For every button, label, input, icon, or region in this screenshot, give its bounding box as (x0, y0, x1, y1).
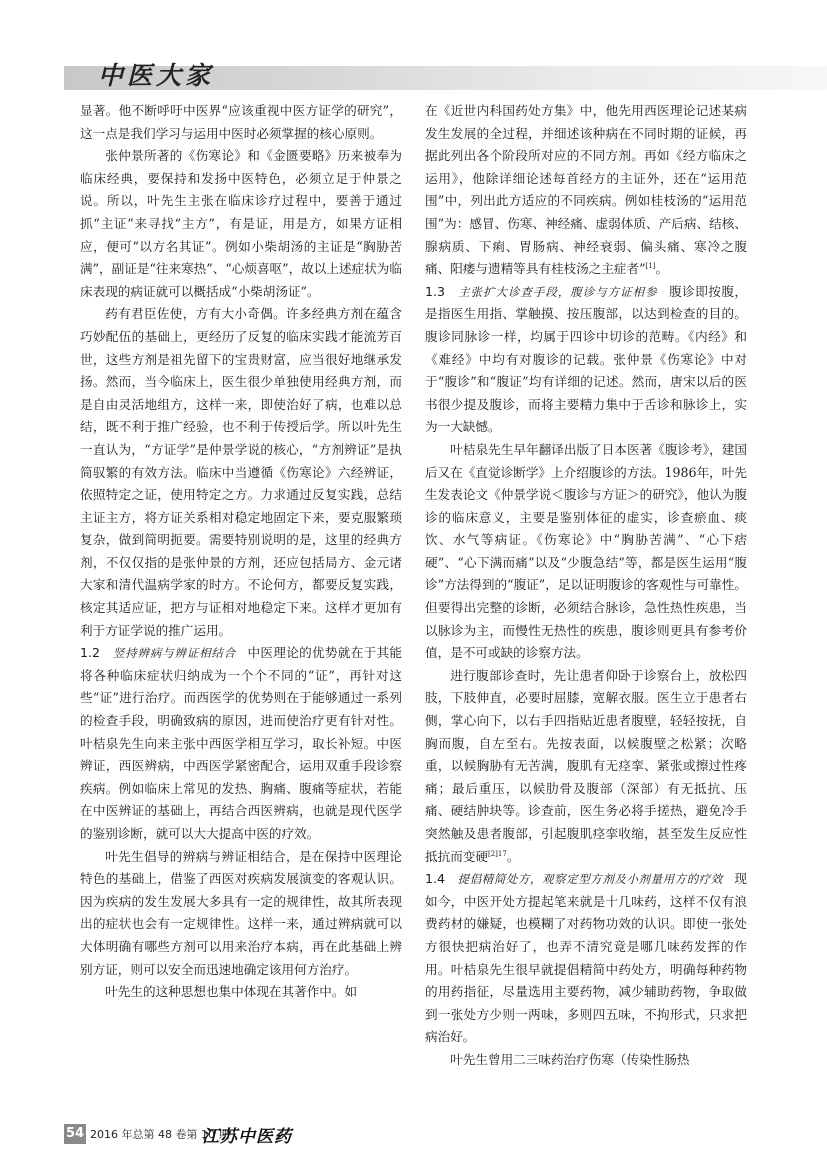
right-column (425, 100, 747, 1072)
paragraph-text: 叶先生倡导的辨病与辨证相结合，是在保持中医理论特色的基础上，借鉴了西医对疾病发展演变的客观认识。因为疾病的发生发展大多具有一定的规律性，故其所表现出的症状也会有一定规律性。这样一来，通过辨病就可以大体明确有哪些方剂可以用来治疗本病，再在此基础上辨别方证，则可以安全而迅速地确定该用何方治疗。 (80, 848, 402, 977)
section-paragraph-1-4 (425, 868, 747, 1049)
section-number: 1.4 (425, 871, 446, 887)
left-column (80, 100, 402, 1004)
section-paragraph-1-3 (425, 281, 747, 439)
paragraph-text: 在《近世内科国药处方集》中，他先用西医理论记述某病发生发展的全过程，并细述该种病在不同时期的证候，再据此列出各个阶段所对应的不同方剂。再如《经方临床之运用》，他除详细论述每首经方的主证外，还在“运用范围”中，列出此方适应的不同疾病。例如桂枝汤的“运用范围”为：感冒、伤寒、神经痛、虚弱体质、产后病、结核、腺病质、下痢、胃肠病、神经衰弱、偏头痛、寒冷之腹痛、阳痿与遗精等具有桂枝汤之主症者” (425, 103, 747, 277)
body-paragraph (80, 303, 402, 642)
section-number: 1.3 (425, 283, 446, 299)
paragraph-end: 。 (506, 848, 520, 864)
paragraph-text: 叶先生曾用二三味药治疗伤寒（传染性肠热 (450, 1051, 690, 1067)
citation-marker: [2]17 (487, 849, 507, 858)
body-paragraph (425, 100, 747, 281)
body-paragraph (425, 439, 747, 665)
body-paragraph (425, 665, 747, 868)
page-number: 54 (64, 1124, 86, 1144)
paragraph-end: 。 (655, 261, 669, 277)
section-text: 中医理论的优势就在于其能将各种临床症状归纳成为一个个不同的“证”，再针对这些“证”进行治疗。而西医学的优势则在于能够通过一系列的检查手段，明确致病的原因，进而使治疗更有针对性。叶桔泉先生向来主张中西医学相互学习，取长补短。中医辨证，西医辨病，中西医学紧密配合，运用双重手段诊察疾病。例如临床上常见的发热、胸痛、腹痛等症状，若能在中医辨证的基础上，再结合西医辨病，也就是现代医学的鉴别诊断，就可以大大提高中医的疗效。 (80, 645, 403, 841)
section-number: 1.2 (80, 645, 101, 661)
section-text: 腹诊即按腹，是指医生用指、掌触摸、按压腹部，以达到检查的目的。腹诊同脉诊一样，均属于四诊中切诊的范畴。《内经》和《难经》中均有对腹诊的记载。张仲景《伤寒论》中对于“腹诊”和“腹证”均有详细的记述。然而，唐宋以后的医书很少提及腹诊，而将主要精力集中于舌诊和脉诊上，实为一大缺憾。 (425, 283, 747, 435)
paragraph-text: 张仲景所著的《伤寒论》和《金匮要略》历来被奉为临床经典，要保持和发扬中医特色，必须立足于仲景之说。所以，叶先生主张在临床诊疗过程中，要善于通过抓“主证”来寻找“主方”，有是证，用是方，如果方证相应，便可“以方名其证”。例如小柴胡汤的主证是“胸胁苦满”，副证是“往来寒热”、“心烦喜呕”，故以上述症状为临床表现的病证就可以概括成“小柴胡汤证”。 (80, 148, 402, 299)
body-paragraph (425, 1049, 747, 1072)
paragraph-text: 进行腹部诊查时，先让患者仰卧于诊察台上，放松四肢，下肢伸直，必要时屈膝，宽解衣服。医生立于患者右侧，掌心向下，以右手四指贴近患者腹壁，轻轻按抚，自胸而腹，自左至右。先按表面，以候腹壁之松紧；次略重，以候胸胁有无苦满，腹肌有无痉挛、紧张或擦过性疼痛；最后重压，以候肋骨及腹部（深部）有无抵抗、压痛、硬结肿块等。诊查前，医生务必将手搓热，避免冷手突然触及患者腹部，引起腹肌痉挛收缩，甚至发生反应性抵抗而变硬 (425, 667, 747, 864)
citation-marker: [1] (645, 261, 656, 270)
section-heading: 竖持辨病与辨证相结合 (112, 646, 236, 661)
column-title: 中医大家 (98, 61, 215, 90)
paragraph-text: 叶先生的这种思想也集中体现在其著作中。如 (105, 984, 358, 1000)
body-paragraph (80, 100, 402, 145)
section-heading: 主张扩大诊查手段，腹诊与方证相参 (457, 284, 658, 299)
body-paragraph (80, 145, 402, 303)
issue-info: 2016 年总第 48 卷第 10 期 (90, 1128, 230, 1141)
section-text: 现如今，中医开处方提起笔来就是十几味药，这样不仅有浪费药材的嫌疑，也模糊了对药物功效的认识。即使一张处方很快把病治好了，也弄不清究竟是哪几味药发挥的作用。叶桔泉先生很早就提倡精简中药处方，明确每种药物的用药指征，尽量选用主要药物，减少辅助药物，争取做到一张处方少则一两味，多则四五味，不拘形式，只求把病治好。 (425, 871, 747, 1045)
journal-name: 江苏中医药 (202, 1127, 292, 1147)
section-paragraph-1-2 (80, 642, 402, 845)
body-paragraph (80, 846, 402, 982)
paragraph-text: 显著。他不断呼吁中医界“应该重视中医方证学的研究”，这一点是我们学习与运用中医时必须掌握的核心原则。 (80, 103, 402, 141)
body-paragraph (80, 981, 402, 1004)
paragraph-text: 叶桔泉先生早年翻译出版了日本医著《腹诊考》，建国后又在《直觉诊断学》上介绍腹诊的方法。1986年，叶先生发表论文《仲景学说＜腹诊与方证＞的研究》，他认为腹诊的临床意义，主要是鉴别体征的虚实，诊查瘀血、痰饮、水气等病证。《伤寒论》中“胸胁苦满”、“心下痞硬”、“心下满而痛”以及“少腹急结”等，都是医生运用“腹诊”方法得到的“腹证”，足以证明腹诊的客观性与可靠性。但要得出完整的诊断，必须结合脉诊，急性热性疾患，当以脉诊为主，而慢性无热性的疾患，腹诊则更具有参考价值，是不可或缺的诊察方法。 (425, 441, 747, 661)
paragraph-text: 药有君臣佐使，方有大小奇偶。许多经典方剂在蕴含巧妙配伍的基础上，更经历了反复的临床实践才能流芳百世，这些方剂是祖先留下的宝贵财富，应当很好地继承发扬。然而，当今临床上，医生很少单独使用经典方剂，而是自由灵活地组方，这样一来，即使治好了病，也难以总结，既不利于推广经验，也不利于传授后学。所以叶先生一直认为，“方证学”是仲景学说的核心，“方剂辨证”是执简驭繁的有效方法。临床中当遵循《伤寒论》六经辨证，依照特定之证，使用特定之方。力求通过反复实践，总结主证主方，将方证关系相对稳定地固定下来，要克服繁琐复杂，做到简明扼要。需要特别说明的是，这里的经典方剂，不仅仅指的是张仲景的方剂，还应包括局方、金元诸大家和清代温病学家的时方。不论何方，都要反复实践，核定其适应证，把方与证相对地稳定下来。这样才更加有利于方证学说的推广运用。 (80, 306, 402, 638)
section-heading: 提倡精简处方，观察定型方剂及小剂量用方的疗效 (457, 872, 723, 887)
